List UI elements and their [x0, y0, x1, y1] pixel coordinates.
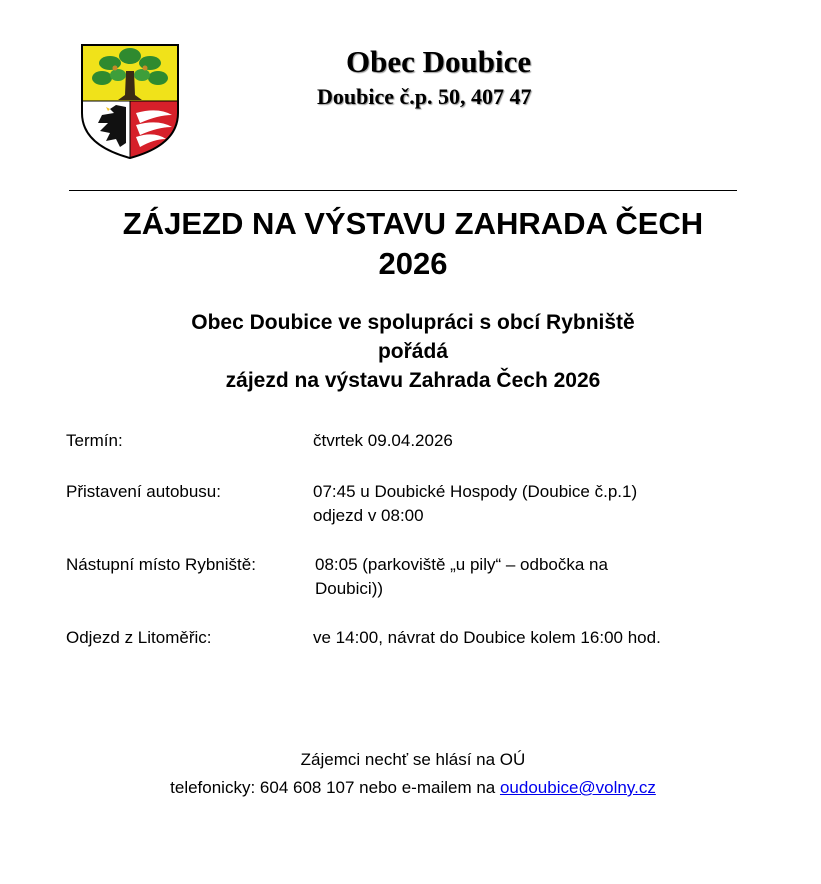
email-link[interactable]: oudoubice@volny.cz [499, 778, 656, 797]
subtitle-line-3: zájezd na výstavu Zahrada Čech 2026 [225, 369, 601, 392]
header-divider [69, 190, 737, 191]
contact-line-2 [60, 774, 766, 802]
page-title [60, 204, 766, 284]
bus-value-line-2: odjezd v 08:00 [313, 506, 424, 525]
org-address: Doubice č.p. 50, 407 47 [317, 84, 532, 109]
subtitle-line-2: pořádá [377, 340, 448, 363]
return-label: Odjezd z Litoměřic: [66, 628, 212, 647]
coat-of-arms-icon [80, 43, 180, 160]
title-line-1: ZÁJEZD NA VÝSTAVU ZAHRADA ČECH [122, 206, 704, 241]
boarding-value-line-2: Doubici)) [315, 579, 384, 598]
contact-line-1: Zájemci nechť se hlásí na OÚ [300, 750, 526, 769]
title-line-2: 2026 [378, 246, 448, 281]
term-label: Termín: [66, 431, 123, 450]
term-value: čtvrtek 09.04.2026 [313, 431, 453, 450]
return-value: ve 14:00, návrat do Doubice kolem 16:00 hod. [313, 628, 661, 647]
bus-value [313, 480, 637, 528]
boarding-value-line-1: 08:05 (parkoviště „u pily“ – odbočka na [315, 555, 608, 574]
boarding-label: Nástupní místo Rybniště: [66, 555, 256, 574]
subtitle-line-1: Obec Doubice ve spolupráci s obcí Rybniště [191, 311, 635, 334]
subtitle [60, 308, 766, 395]
boarding-value [315, 553, 608, 601]
bus-label: Přistavení autobusu: [66, 482, 221, 501]
org-name: Obec Doubice [346, 44, 532, 79]
contact-phone-text: telefonicky: 604 608 107 nebo e-mailem na [170, 778, 500, 797]
bus-value-line-1: 07:45 u Doubické Hospody (Doubice č.p.1) [313, 482, 638, 501]
contact-info [60, 746, 766, 802]
coat-of-arms [80, 43, 180, 160]
